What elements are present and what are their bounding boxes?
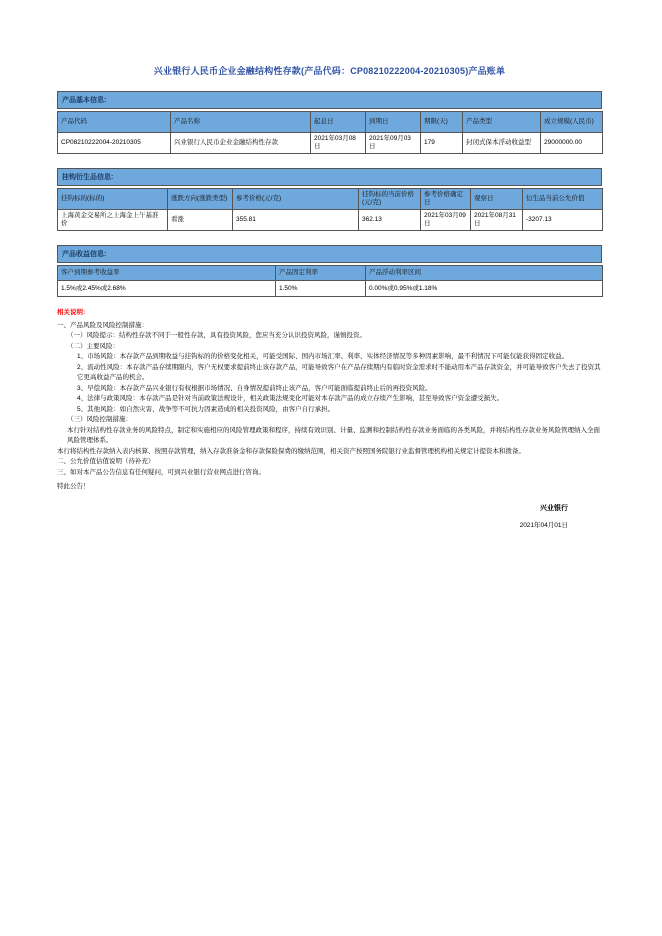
derivative-info-section (57, 168, 602, 231)
cell-scale: 29000000.00 (541, 133, 603, 154)
income-info-section (57, 245, 602, 297)
note-line: 5、其他风险：如自然灾害、战争等不可抗力因素造成的相关投资风险，由客户自行承担。 (77, 405, 335, 413)
cell-observation-date: 2021年08月31日 (471, 210, 523, 231)
table-row (58, 133, 603, 154)
cell-fixed-rate: 1.50% (276, 281, 366, 297)
cell-current-price: 362.13 (359, 210, 421, 231)
header-row (58, 112, 603, 133)
cell-underlying: 上海黄金交易所之上海金上午基准价 (58, 210, 168, 231)
header-row (58, 266, 603, 281)
note-line: 二、公允价值估值说明（待补充） (57, 458, 155, 465)
document-page (57, 0, 602, 529)
column-header: 参考价格(元/克) (233, 189, 359, 210)
column-header: 产品浮动利率区间 (366, 266, 603, 281)
column-header: 产品代码 (58, 112, 171, 133)
cell-price-fixing-date: 2021年03月09日 (421, 210, 471, 231)
note-line: 1、市场风险：本存款产品到期收益与挂钩标的的价格变化相关，可能受国际、国内市场汇率、利率、实体经济情况等多种因素影响，最不利情况下可能仅能获得固定收益。 (77, 353, 569, 360)
note-line: 一、产品风险及风险控制措施： (57, 321, 148, 329)
note-line: 本行将结构性存款纳入表内核算、按照存款管理，纳入存款准备金和存款保险保费的缴纳范围，相关资产按照国务院银行业监督管理机构相关规定计提资本和拨备。 (57, 447, 525, 455)
basic-info-table (57, 111, 603, 154)
table-row (58, 210, 603, 231)
cell-direction: 看涨 (168, 210, 233, 231)
cell-product-code: CP08210222004-20210305 (58, 133, 171, 154)
publish-date: 2021年04月01日 (519, 521, 568, 529)
column-header: 产品类型 (463, 112, 541, 133)
column-header: 起息日 (311, 112, 366, 133)
column-header: 客户到期参考收益率 (58, 266, 276, 281)
note-line: 4、法律与政策风险：本存款产品是针对当前政策法规设计，相关政策法规变化可能对本存款产品的成立存续产生影响，甚至导致客户资金遭受损失。 (77, 395, 504, 402)
closing-statement: 特此公告！ (57, 483, 90, 490)
column-header: 挂钩标的(标的) (58, 189, 168, 210)
note-line: 三、如对本产品公告信息有任何疑问，可到兴业银行营业网点进行咨询。 (57, 468, 265, 476)
cell-product-name: 兴业银行人民币企业金融结构性存款 (171, 133, 311, 154)
column-header: 参考价格确定日 (421, 189, 471, 210)
cell-term-days: 179 (421, 133, 463, 154)
cell-floating-rate-range: 0.00%或0.95%或1.18% (366, 281, 603, 297)
note-line: （三）风险控制措施： (67, 416, 132, 423)
note-line: 本行针对结构性存款业务的风险特点，制定和实施相应的风险管理政策和程序，持续有效识别、计量、监测和控制结构性存款业务面临的各类风险，并将结构性存款业务风险管理纳入全面风险管理体系。 (67, 426, 600, 444)
note-line: （一）风险提示：结构性存款不同于一般性存款，具有投资风险，您应当充分认识投资风险，谨慎投资。 (67, 332, 366, 339)
derivative-info-section-title: 挂钩衍生品信息: (57, 168, 602, 186)
note-line: 2、流动性风险：本存款产品存续期限内，客户无权要求提前终止该存款产品，可能导致客户在产品存续期内有临时资金需求时不能动用本产品存款资金，并可能导致客户失去了投资其它更高收益产品的机会。 (77, 363, 601, 381)
table-row (58, 281, 603, 297)
notes-label: 相关说明: (57, 309, 86, 316)
cell-maturity-date: 2021年09月03日 (366, 133, 421, 154)
basic-info-section (57, 91, 602, 154)
basic-info-section-title: 产品基本信息: (57, 91, 602, 109)
column-header: 期限(天) (421, 112, 463, 133)
column-header: 产品固定利率 (276, 266, 366, 281)
cell-start-date: 2021年03月08日 (311, 133, 366, 154)
derivative-info-table (57, 188, 603, 231)
cell-reference-price: 355.81 (233, 210, 359, 231)
income-info-table (57, 265, 603, 297)
header-row (58, 189, 603, 210)
column-header: 成立规模(人民币) (541, 112, 603, 133)
signature-block (57, 503, 602, 529)
cell-reference-yield: 1.5%或2.45%或2.68% (58, 281, 276, 297)
column-header: 到期日 (366, 112, 421, 133)
column-header: 观察日 (471, 189, 523, 210)
column-header: 产品名称 (171, 112, 311, 133)
cell-fair-value: -3207.13 (523, 210, 603, 231)
column-header: 挂钩标的当前价格(元/克) (359, 189, 421, 210)
column-header: 涨跌方向(涨跌类型) (168, 189, 233, 210)
note-line: （二）主要风险： (67, 342, 119, 350)
page-title: 兴业银行人民币企业金融结构性存款(产品代码：CP08210222004-20210305)产品账单 (153, 66, 506, 76)
bank-name: 兴业银行 (540, 504, 568, 512)
cell-product-type: 封闭式保本浮动收益型 (463, 133, 541, 154)
column-header: 衍生品当前公允价值 (523, 189, 603, 210)
notes-section (57, 308, 602, 493)
income-info-section-title: 产品收益信息: (57, 245, 602, 263)
note-line: 3、早偿风险：本存款产品兴业银行有权根据市场情况、自身情况提前终止该产品，客户可能面临提前终止后的再投资风险。 (77, 384, 432, 392)
